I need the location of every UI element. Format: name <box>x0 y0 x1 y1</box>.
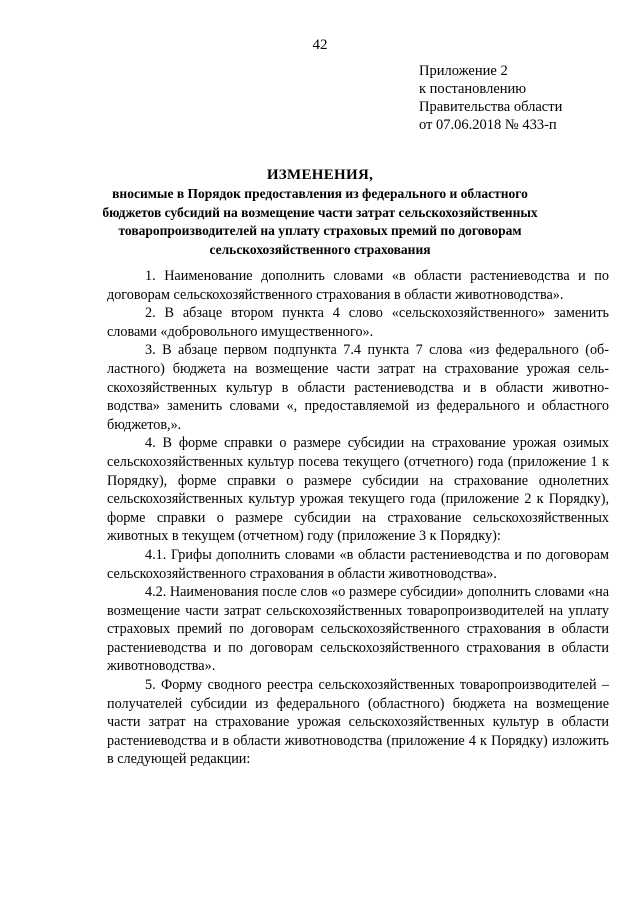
paragraph: 4.1. Грифы дополнить словами «в области растениеводства и по договорам сельскохозяйственного страхования в области животноводства». <box>107 546 609 582</box>
appendix-reference <box>419 62 562 134</box>
paragraph: 3. В абзаце первом подпункта 7.4 пункта 7 слова «из федерального (областного) бюджета на возмещение части затрат на страхование урожая сельскохозяйственных культур в области растениеводства и в области животноводства» заменить словами «, предоставляемой из федерального и областного бюджетов,». <box>107 342 609 433</box>
appendix-line: к постановлению <box>419 81 527 97</box>
appendix-line: от 07.06.2018 № 433-п <box>419 117 557 133</box>
document-subtitle: вносимые в Порядок предоставления из федерального и областного бюджетов субсидий на возмещение части затрат сельскохозяйственных товаропроизводителей на уплату страховых премий по договорам сельскохозяйственного страхования <box>102 186 538 257</box>
paragraph: 4.2. Наименования после слов «о размере субсидии» дополнить словами «на возмещение части затрат сельскохозяйственных товаропроизводителей на уплату страховых премий по договорам сельскохозяйственного страхования в области растениеводства и по договорам сельскохозяйственного страхования в области животноводства». <box>107 584 609 675</box>
document-heading <box>100 165 540 259</box>
appendix-line: Правительства области <box>419 99 563 115</box>
page-number: 42 <box>312 37 328 53</box>
paragraph: 1. Наименование дополнить словами «в области растениеводства и по договорам сельскохозяйственного страхования в области животноводства». <box>107 268 609 303</box>
appendix-line: Приложение 2 <box>419 63 508 79</box>
paragraph: 5. Форму сводного реестра сельскохозяйственных товаропроизводителей – получателей субсидии из федерального (областного) бюджета на возмещение части затрат на страхование урожая сельскохозяйственных культур в области растениеводства и в области животноводства (приложение 4 к Порядку) изложить в следующей редакции: <box>107 677 609 768</box>
paragraph: 4. В форме справки о размере субсидии на страхование урожая озимых сельскохозяйственных культур посева текущего (отчетного) года (приложение 1 к Порядку), форме справки о размере субсидии на страхование однолетних сельскохозяйственных культур урожая текущего года (приложение 2 к Порядку), форме справки о размере субсидии на страхование сельскохозяйственных животных в текущем (отчетном) году (приложение 3 к Порядку): <box>107 435 609 545</box>
paragraph: 2. В абзаце втором пункта 4 слово «сельскохозяйственного» заменить словами «добровольного имущественного». <box>107 305 609 340</box>
document-title: ИЗМЕНЕНИЯ, <box>266 167 374 183</box>
document-body <box>107 267 609 769</box>
